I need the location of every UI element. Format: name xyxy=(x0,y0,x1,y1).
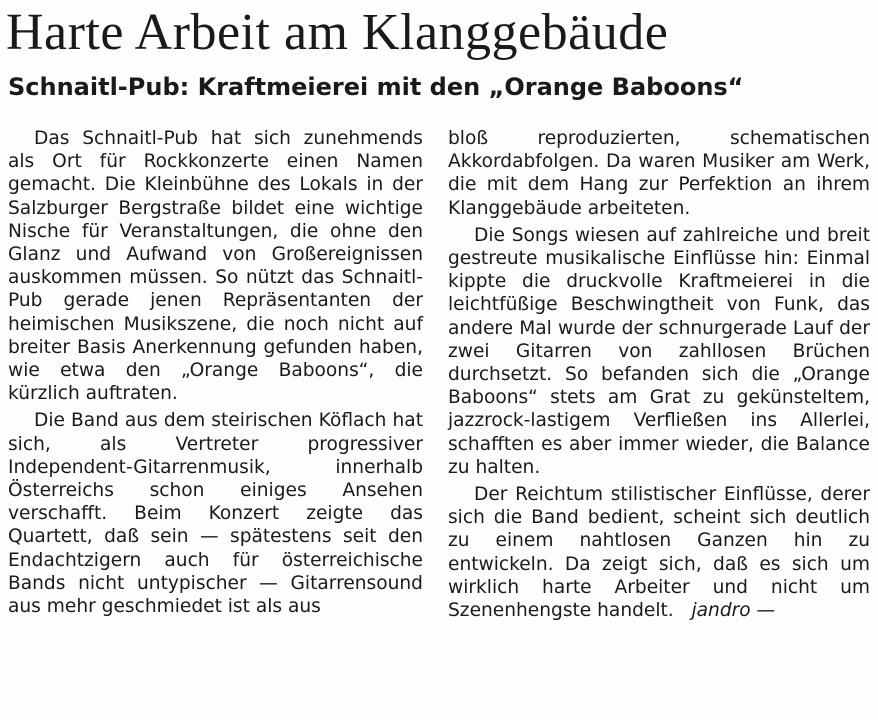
paragraph: Die Songs wiesen auf zahlreiche und breit gestreute musikalische Einflüsse hin: Einmal kippte die druckvolle Kraftmeierei in die leichtfüßige Beschwingtheit von Funk, das andere Mal wurde der schnurgerade Lauf der zwei Gitarren von zahllosen Brüchen durchsetzt. So befanden sich die „Orange Baboons“ stets am Grat zu gekünsteltem, jazzrock-lastigem Verfließen ins Allerlei, schafften es aber immer wieder, die Balance zu halten. xyxy=(448,224,870,478)
paragraph: Das Schnaitl-Pub hat sich zunehmends als Ort für Rockkonzerte einen Namen gemacht. Die Kleinbühne des Lokals in der Salzburger Bergstraße bildet eine wichtige Nische für Veranstaltungen, die ohne den Glanz und Aufwand von Großereignissen auskommen müssen. So nützt das Schnaitl-Pub gerade jenen Repräsentanten der heimischen Musikszene, die noch nicht auf breiter Basis Anerkennung gefunden haben, wie etwa den „Orange Baboons“, die kürzlich auftraten. xyxy=(8,128,423,405)
paragraph xyxy=(448,483,870,622)
headline: Harte Arbeit am Klanggebäude xyxy=(6,4,669,61)
paragraph: Die Band aus dem steirischen Köflach hat sich, als Vertreter progressiver Independent-Gitarrenmusik, innerhalb Österreichs schon einiges Ansehen verschafft. Beim Konzert zeigte das Quartett, daß sein — spätestens seit den Endachtzigern auch für österreichische Bands nicht untypischer — Gitarrensound aus mehr geschmiedet ist als aus xyxy=(8,410,423,618)
author-signature: jandro — xyxy=(691,600,776,622)
right-column xyxy=(448,127,870,626)
paragraph-continuation: bloß reproduzierten, schematischen Akkordabfolgen. Da waren Musiker am Werk, die mit dem Hang zur Perfektion an ihrem Klanggebäude arbeiteten. xyxy=(448,128,870,219)
subheadline: Schnaitl-Pub: Kraftmeierei mit den „Orange Baboons“ xyxy=(8,73,744,101)
left-column xyxy=(8,127,423,622)
paragraph-text: Der Reichtum stilistischer Einflüsse, derer sich die Band bedient, scheint sich deutlich zu einem nahtlosen Ganzen hin zu entwickeln. Da zeigt sich, daß es sich um wirklich harte Arbeiter und nicht um Szenenhengste handelt. xyxy=(448,484,870,622)
